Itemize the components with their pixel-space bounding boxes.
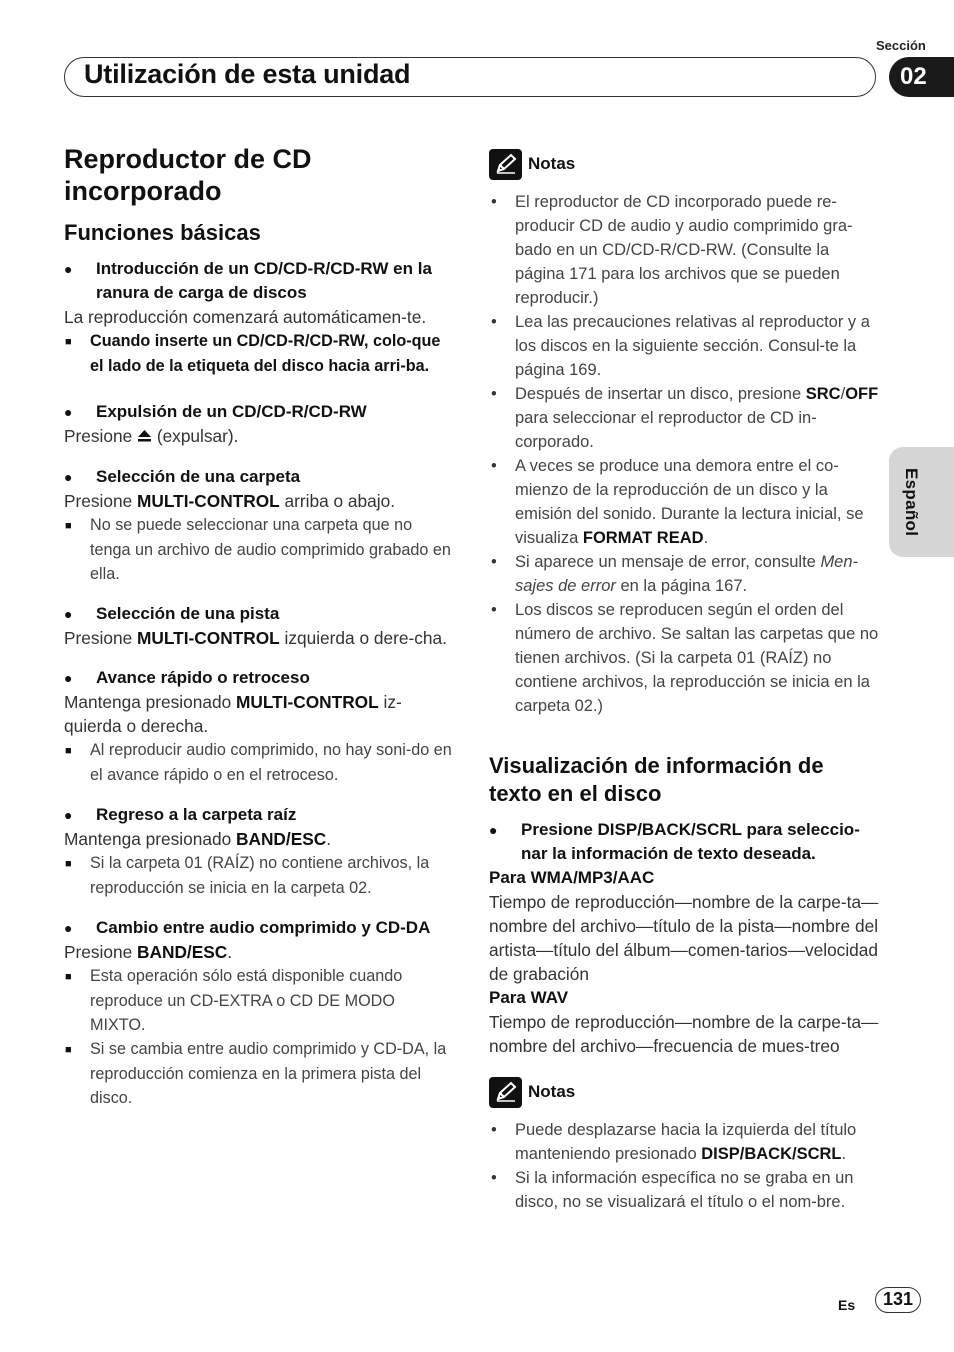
subtitle-text-info: Visualización de información de texto en el disco [489,753,824,806]
note-item: • A veces se produce una demora entre el co-mienzo de la reproducción de un disco y la emisión del sonido. Durante la lectura inicial, se visualiza FORMAT READ. [489,454,879,550]
eject-icon [137,425,152,449]
notes-header [489,1076,879,1108]
language-code: Es [838,1297,856,1313]
page-number: 131 [875,1287,921,1313]
note-item: • Si aparece un mensaje de error, consulte Men-sajes de error en la página 167. [489,550,879,598]
square-bullet-icon: ■ [65,336,72,348]
note-item: ■ Esta operación sólo está disponible cuando reproduce un CD-EXTRA o CD DE MODO MIXTO. [65,967,403,1034]
square-bullet-icon: ■ [65,971,72,983]
body-text: Presione (expulsar). [64,424,454,449]
square-bullet-icon: ■ [65,858,72,870]
subtitle-basic-functions: Funciones básicas [64,220,261,245]
note-item: • Después de insertar un disco, presione SRC/OFF para seleccionar el reproductor de CD in-corporado. [489,382,879,454]
subheading: Para WMA/MP3/AAC [489,868,655,887]
pencil-icon [489,149,522,180]
block-folder-select [64,465,454,586]
square-bullet-icon: ■ [65,745,72,757]
subheading: Para WAV [489,988,569,1007]
notes-list [489,190,879,718]
block-switch-audio [64,916,454,1110]
notes-list [489,1118,879,1214]
notes-header [489,148,879,180]
note-item: ■ Si se cambia entre audio comprimido y CD-DA, la reproducción comienza en la primera pista del disco. [65,1040,447,1107]
square-bullet-icon: ■ [65,520,72,532]
bullet-heading: ● Selección de una carpeta [64,465,454,489]
body-text: Tiempo de reproducción—nombre de la carpe-ta—nombre del archivo—frecuencia de mues-treo [489,1012,879,1056]
note-item: ■ Si la carpeta 01 (RAÍZ) no contiene archivos, la reproducción se inicia en la carpeta 02. [65,854,430,897]
block-root-folder [64,803,454,900]
bullet-heading: ● Avance rápido o retroceso [64,666,454,690]
note-item: • Lea las precauciones relativas al reproductor y a los discos en la siguiente sección. Consul-te la página 169. [489,310,879,382]
bullet-heading: ● Regreso a la carpeta raíz [64,803,454,827]
bullet-heading: ● Selección de una pista [64,602,454,626]
body-text: Mantenga presionado MULTI-CONTROL iz-quierda o derecha. [64,692,402,736]
page-title: Reproductor de CD incorporado [64,144,312,206]
block-eject [64,400,454,449]
bullet-heading: ● Expulsión de un CD/CD-R/CD-RW [64,400,454,424]
square-bullet-icon: ■ [65,1044,72,1056]
section-title: Utilización de esta unidad [84,59,411,89]
note-item: • Si la información específica no se graba en un disco, no se visualizará el título o el nom-bre. [489,1166,879,1214]
body-text: Presione BAND/ESC. [64,942,233,962]
bullet-heading: ● Introducción de un CD/CD-R/CD-RW en la ranura de carga de discos [64,257,454,305]
note-item: ■ Cuando inserte un CD/CD-R/CD-RW, colo-que el lado de la etiqueta del disco hacia arri-ba. [65,332,441,375]
note-item: • El reproductor de CD incorporado puede re-producir CD de audio y audio comprimido gra-bado en un CD/CD-R/CD-RW. (Consulte la página 171 para los archivos que se pueden reproducir.) [489,190,879,310]
notes-title: Notas [528,1082,576,1101]
body-text: Tiempo de reproducción—nombre de la carpe-ta—nombre del archivo—título de la pista—nombre del artista—título del álbum—comen-tarios—velocidad de grabación [489,892,879,984]
block-insert-disc [64,257,454,378]
language-tab-label: Español [902,468,921,537]
note-item: • Puede desplazarse hacia la izquierda del título manteniendo presionado DISP/BACK/SCRL. [489,1118,879,1166]
right-column [489,140,879,1214]
body-text: Presione MULTI-CONTROL arriba o abajo. [64,491,396,511]
body-text: La reproducción comenzará automáticamen-te. [64,307,427,327]
notes-title: Notas [528,154,576,173]
pencil-icon [489,1077,522,1108]
section-number-badge: 02 [889,57,954,97]
block-track-select [64,602,454,650]
note-item: ■ Al reproducir audio comprimido, no hay soni-do en el avance rápido o en el retroceso. [65,741,452,784]
note-item: • Los discos se reproducen según el orden del número de archivo. Se saltan las carpetas que no tienen archivos. (Si la carpeta 01 (RAÍZ) no contiene archivos, la reproducción se inicia en la carpeta 02.) [489,598,879,718]
block-fast-forward [64,666,454,787]
body-text: Mantenga presionado BAND/ESC. [64,829,332,849]
note-item: ■ No se puede seleccionar una carpeta que no tenga un archivo de audio comprimido grabado en ella. [65,516,451,583]
block-disp-info [489,818,879,1058]
bullet-heading: ● Cambio entre audio comprimido y CD-DA [64,916,454,940]
left-column [64,140,454,1126]
body-text: Presione MULTI-CONTROL izquierda o dere-cha. [64,628,447,648]
section-label: Sección [876,38,926,53]
bullet-heading: ● Presione DISP/BACK/SCRL para seleccio-nar la información de texto deseada. [489,818,879,866]
language-tab [889,447,954,557]
